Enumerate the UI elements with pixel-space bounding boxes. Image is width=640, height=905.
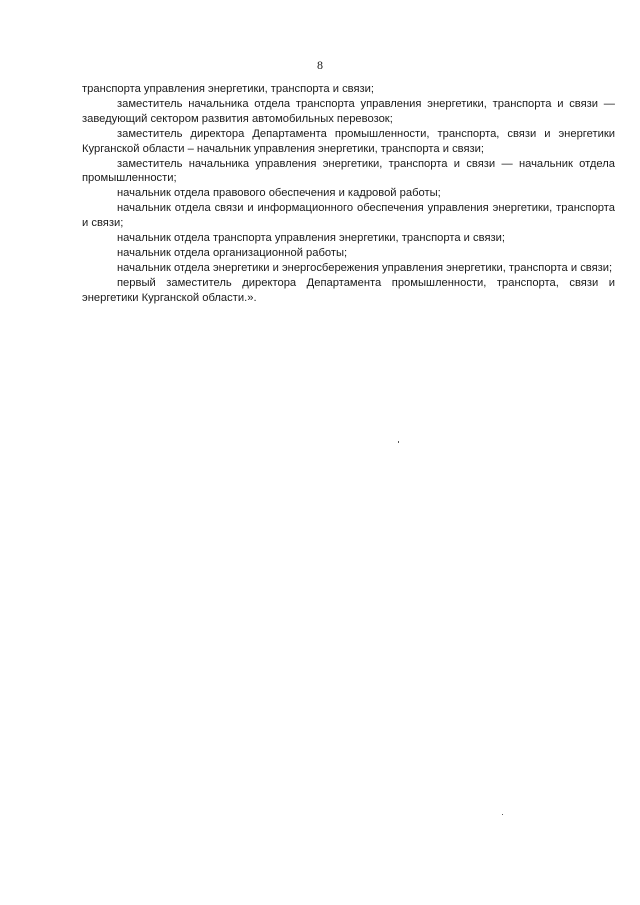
list-item: начальник отдела связи и информационного обеспечения управления энергетики, транспорта и связи; bbox=[82, 202, 615, 230]
scan-speck bbox=[398, 441, 399, 443]
list-item: начальник отдела правового обеспечения и кадровой работы; bbox=[117, 187, 441, 200]
list-item: заместитель директора Департамента промышленности, транспорта, связи и энергетики Курганской области – начальник управления энергетики, транспорта и связи; bbox=[82, 127, 615, 155]
document-body bbox=[82, 82, 615, 306]
list-item: начальник отдела организационной работы; bbox=[117, 246, 348, 259]
list-item: первый заместитель директора Департамента промышленности, транспорта, связи и энергетики Курганской области.». bbox=[82, 276, 615, 304]
list-item: начальник отдела транспорта управления энергетики, транспорта и связи; bbox=[117, 232, 505, 245]
list-item: заместитель начальника управления энергетики, транспорта и связи — начальник отдела промышленности; bbox=[82, 157, 615, 185]
scan-speck bbox=[502, 814, 503, 815]
list-item: заместитель начальника отдела транспорта управления энергетики, транспорта и связи — заведующий сектором развития автомобильных перевозок; bbox=[82, 97, 615, 125]
page-number: 8 bbox=[317, 58, 323, 72]
paragraph-continuation: транспорта управления энергетики, транспорта и связи; bbox=[82, 83, 375, 95]
list-item: начальник отдела энергетики и энергосбережения управления энергетики, транспорта и связи; bbox=[117, 261, 613, 274]
